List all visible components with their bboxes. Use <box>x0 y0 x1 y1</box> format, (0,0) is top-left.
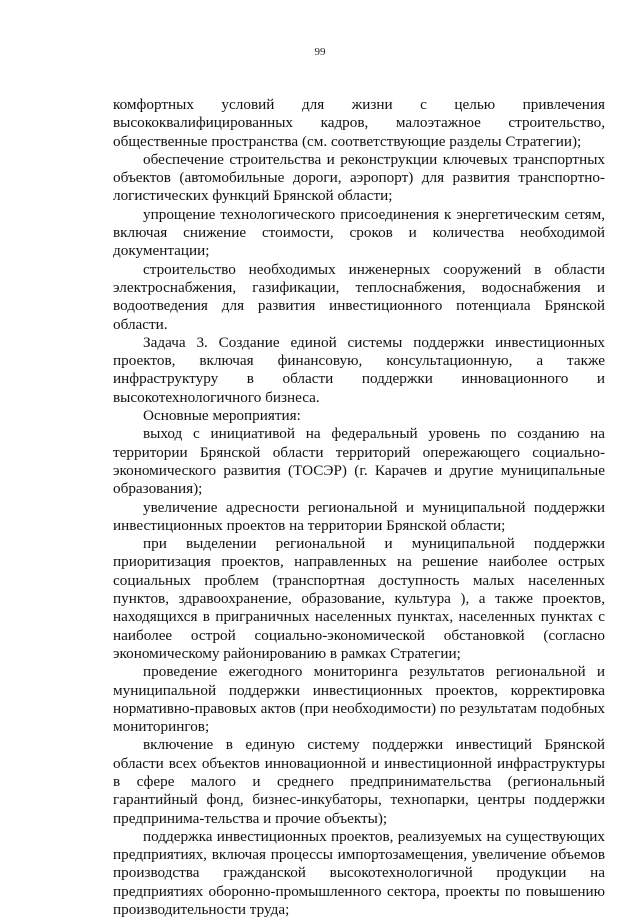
paragraph-main-measures: Основные мероприятия: <box>143 407 301 425</box>
document-body <box>113 96 605 919</box>
paragraph-task-3: Задача 3. Создание единой системы поддержки инвестиционных проектов, включая финансовую, консультационную, а также инфраструктуру в области поддержки инновационного и высокотехнологичного бизнеса. <box>113 333 605 406</box>
page-number: 99 <box>314 46 326 58</box>
paragraph-7: выход с инициативой на федеральный уровень по созданию на территории Брянской области территорий опережающего социально-экономического развития (ТОСЭР) (г. Карачев и другие муниципальные образования); <box>113 425 605 498</box>
paragraph-8: увеличение адресности региональной и муниципальной поддержки инвестиционных проектов на территории Брянской области; <box>113 498 605 534</box>
paragraph-4: строительство необходимых инженерных сооружений в области электроснабжения, газификации, теплоснабжения, водоснабжения и водоотведения для развития инвестиционного потенциала Брянской области. <box>113 260 605 333</box>
paragraph-10: проведение ежегодного мониторинга результатов региональной и муниципальной поддержки инвестиционных проектов, корректировка нормативно-правовых актов (при необходимости) по результатам подобных мониторингов; <box>113 663 605 736</box>
paragraph-1: комфортных условий для жизни с целью привлечения высококвалифицированных кадров, малоэтажное строительство, общественные пространства (см. соответствующие разделы Стратегии); <box>113 96 605 150</box>
paragraph-3: упрощение технологического присоединения к энергетическим сетям, включая снижение стоимости, сроков и количества необходимой документации; <box>113 205 605 260</box>
paragraph-12: поддержка инвестиционных проектов, реализуемых на существующих предприятиях, включая процессы импортозамещения, увеличение объемов производства гражданской высокотехнологичной продукции на предприятиях оборонно-промышленного сектора, проекты по повышению производительности труда; <box>113 827 605 919</box>
paragraph-11: включение в единую систему поддержки инвестиций Брянской области всех объектов инновационной и инвестиционной инфраструктуры в сфере малого и среднего предпринимательства (региональный гарантийный фонд, бизнес-инкубаторы, технопарки, центры поддержки предпринима-тельства и прочие объекты); <box>113 736 605 827</box>
paragraph-2: обеспечение строительства и реконструкции ключевых транспортных объектов (автомобильные дороги, аэропорт) для развития транспортно-логистических функций Брянской области; <box>113 150 605 205</box>
paragraph-9: при выделении региональной и муниципальной поддержки приоритизация проектов, направленных на решение наиболее острых социальных проблем (транспортная доступность малых населенных пунктов, здравоохранение, образование, культура ), а также проектов, находящихся в приграничных населенных пунктах, населенных пунктах с наиболее острой социально-экономической обстановкой (согласно экономическому районированию в рамках Стратегии; <box>113 535 605 662</box>
